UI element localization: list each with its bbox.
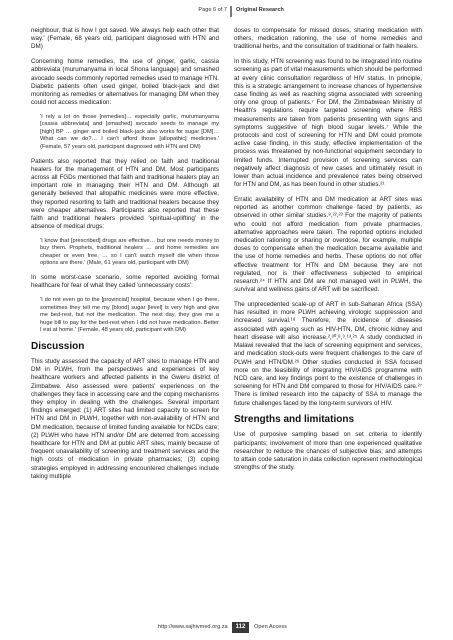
participant-quote: 'I rely a lot on those [remedies]… especially garlic, murumanyama [cassia abbreviata] and [smashed] avocado seeds to manage my [high] BP … ginger and boiled black-jack also works for sugar [DM]… What can we do?… I can't afford those [allopathic] medicines.' (Female, 57 years old, participant diagnosed with HTN and DM) (40, 114, 219, 150)
paragraph: The unprecedented scale-up of ART in sub-Saharan Africa (SSA) has resulted in more PLWH achieving virologic suppression and increased survival.¹⁸ Therefore, the incidence of diseases associated with ageing such as HIV-HTN, DM, chronic kidney and heart disease will also increase.²,³⁰,⁸,⁹,¹³,²⁵ A study conducted in Malawi revealed that the lack of screening equipment and services, and medication stock-outs were frequent challenges to the care of PLWH and HTN/DM.²⁶ Other studies conducted in SSA focused more on the feasibility of integrating HIV/AIDS programme with NCD care, and key findings point to the existence of challenges in screening for HTN and DM compared to those for HIV/AIDS care.²⁷ There is limited research into the capacity of SSA to manage the future challenges faced by the long-term survivors of HIV. (234, 301, 422, 407)
paragraph: neighbour, that is how I got saved. We always help each other that way.' (Female, 68 years old, participant diagnosed with HTN and DM) (31, 27, 219, 51)
page-label: Page 6 of 7 (198, 7, 227, 13)
paragraph: Patients also reported that they relied on faith and traditional healers for the management of HTN and DM. Most participants across all FGDs mentioned that faith and traditional healers play an important role in managing their HTN and DM. Although all generally believed that allopathic medicines were more effective, they reported resorting to faith and traditional healers because they were cheaper alternatives. Participants also reported that these faith and traditional healers provided 'spiritual-uplifting' in the absence of medical drugs: (31, 157, 219, 231)
participant-quote: 'I know that [prescribed] drugs are effective… but one needs money to buy them. Prophets, traditional healers … and home remedies are cheaper or even free, … so I can't watch myself die when those options are there.' (Male, 61 years old, participant with DM) (40, 238, 219, 267)
strengths-heading: Strengths and limitations (234, 414, 355, 426)
page-header (0, 6, 453, 20)
paragraph: Erratic availability of HTN and DM medication at ART sites was reported as another common challenge faced by patients, as observed in other similar studies.⁸,²²,²³ For the majority of patients who could not afford medication from private pharmacies, alternative approaches were taken. The reported options included medication rationing or sharing or overdose, for example, multiple doses to compensate when the medication became available and the use of home remedies and herbs. These options do not offer effective treatment for HTN and DM because they are not regulated, nor is their effectiveness subjected to empirical research.²⁴ If HTN and DM are not managed well in PLWH, the survival and wellness gains of ART will be sacrificed. (234, 196, 422, 294)
open-access-label: Open Access (254, 624, 287, 630)
journal-link[interactable]: http://www.sajhivmed.org.za (158, 624, 228, 630)
paragraph: This study assessed the capacity of ART sites to manage HTN and DM in PLWH, from the perspectives and experiences of key healthcare workers and affected patients in the Gweru district of Zimbabwe. Also assessed were patients' experiences on the challenges they face in accessing care and the coping mechanisms they employ in dealing with the challenges. Several important findings emerged: (1) ART sites had limited capacity to screen for HTN and DM in PLWH, together with non-availability of HTN and DM medication, because of limited funding available for NCDs care; (2) PLWH who have HTN and/or DM are deterred from accessing healthcare for HTN and DM at public ART sites, mainly because of frequent unavailability of screening and treatment services and the high costs of medication in private pharmacies; (3) coping strategies employed in addressing encountered challenges include taking multiple (31, 357, 219, 480)
paragraph: Concerning home remedies, the use of ginger, garlic, cassia abbreviata (murumanyama in local Shona language) and smashed avocado seeds commonly reported remedies used to manage HTN. Diabetic patients often used ginger, boiled black-jack and diet monitoring as remedies or alternatives for managing DM when they could not access medication: (31, 58, 219, 107)
paragraph: Use of purposive sampling based on set criteria to identify participants; involvement of more than one experienced qualitative researcher to reduce the chances of subjective bias; and attempts to attain code saturation in data collection represent methodological strengths of the study. (234, 431, 422, 472)
header-divider (230, 6, 232, 17)
discussion-heading: Discussion (31, 340, 85, 352)
participant-quote: 'I do not even go to the [provincial] hospital, because when I go there, sometimes they tell me my [blood] sugar [level] is very high and give me bed-rest, but not the medication. The next day, they give me a huge bill to pay for the bed-rest when I did not have medication. Better I eat at home.' (Female, 48 years old, participant with DM) (40, 297, 219, 333)
paragraph: In some worst-case scenario, some reported avoiding formal healthcare for fear of what they called 'unnecessary costs': (31, 274, 219, 290)
section-label: Original Research (236, 7, 284, 13)
right-column (234, 27, 422, 479)
page-number: 112 (232, 622, 249, 633)
paragraph: doses to compensate for missed doses, sharing medication with others, medication rationing, the use of home remedies and traditional herbs, and the consultation of traditional or faith healers. (234, 27, 422, 51)
paragraph: In this study, HTN screening was found to be integrated into routine screening as part of vital measurements which should be performed at every clinic consultation regardless of HIV status. In principle, this is a strategic arrangement to increase chances of hypertensive case finding as well as reaching stigma associated with screening only one group of patients.⁷ For DM, the Zimbabwean Ministry of Health's regulations require targeted screening where RBS measurements are taken from patients presenting with signs and symptoms suggestive of high blood sugar levels.⁷ While the protocols and cost of screening for HTN and DM could promote active case finding, in this study, effective implementation of the process was threatened by non-functional equipment secondary to limited funds. Interrupted provision of screening services can negatively affect diagnosis of new cases and ultimately result in lower than actual incidence and prevalence rates being observed for HTN and DM, as has been found in other studies.²¹ (234, 58, 422, 189)
page-footer (0, 622, 453, 636)
left-column (31, 27, 219, 488)
